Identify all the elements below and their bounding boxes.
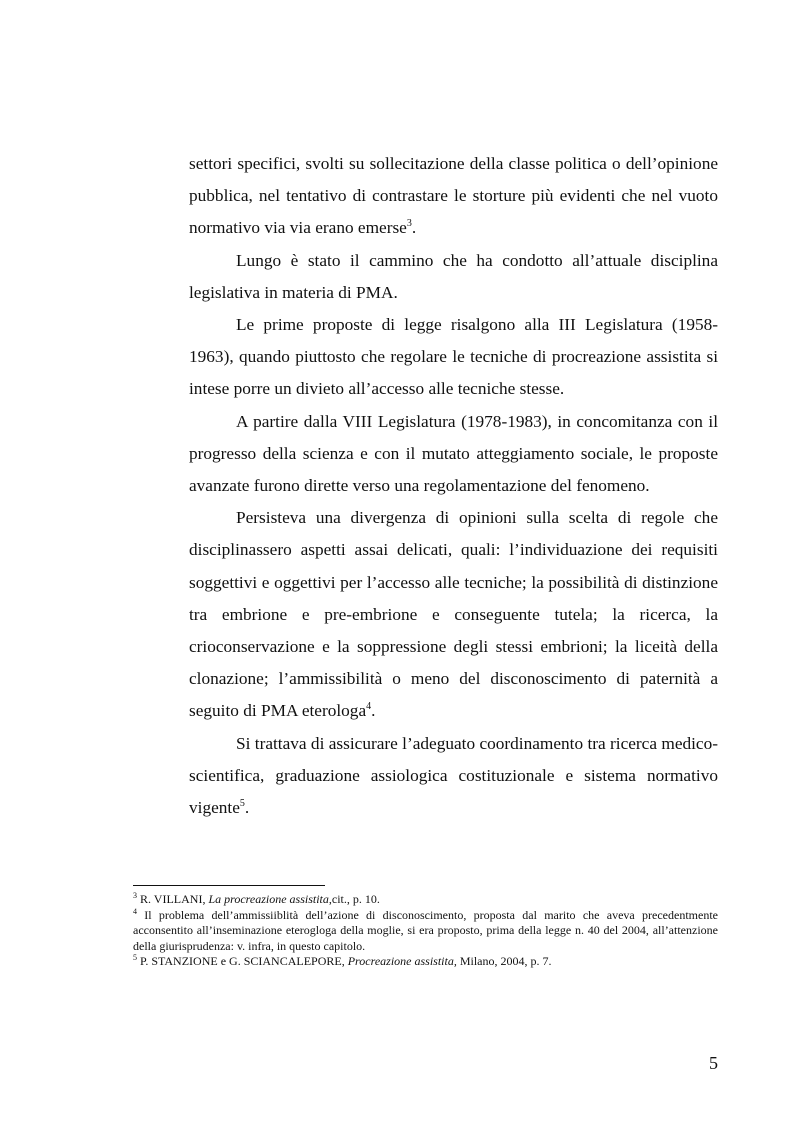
paragraph-end: . [244,798,250,818]
paragraph-end: . [371,701,376,721]
paragraph-text: Persisteva una divergenza di opinioni sulla scelta di regole che disciplinassero aspetti assai delicati, quali: l’individuazione dei requisiti soggettivi e oggettivi per l’accesso alle tecniche; la possibilità di distinzione tra embrione e pre-embrione e conseguente tutela; la ricerca, la crioconservazione e la soppressione degli stessi embrioni; la liceità della clonazione; l’ammissibilità o meno del disconoscimento di paternità a seguito di PMA eterologa [189,508,718,721]
paragraph-text: Le prime proposte di legge risalgono alla III Legislatura (1958-1963), quando piuttosto che regolare le tecniche di procreazione assistita si intese porre un divieto all’accesso alle tecniche stesse. [189,315,718,399]
footnote-ref[interactable]: 3 [406,218,412,230]
paragraph [189,245,718,309]
footnote [133,954,718,970]
paragraph-text: Si trattava di assicurare l’adeguato coordinamento tra ricerca medico-scientifica, graduazione assiologica costituzionale e sistema normativo vigente [189,733,718,818]
footnote-number: 3 [133,891,137,900]
paragraph [189,728,718,825]
main-text [189,148,718,824]
paragraph-text: Lungo è stato il cammino che ha condotto all’attuale disciplina legislativa in materia di PMA. [189,250,718,302]
paragraph-end: . [411,218,417,238]
paragraph [189,309,718,406]
paragraph [189,502,718,727]
footnote-separator [133,885,325,886]
footnote [133,892,718,908]
footnote-text: Il problema dell’ammissiiblità dell’azione di disconoscimento, proposta dal marito che aveva precedentmente acconsentito all’inseminazione eterogloga della moglie, si era proposto, prima della legge n. 40 del 2004, all’attenzione della giurisprudenza: v. infra, in questo capitolo. [133,907,718,953]
footnotes [133,892,718,970]
footnote-number: 4 [133,906,137,916]
paragraph [189,148,718,245]
paragraph-text: A partire dalla VIII Legislatura (1978-1983), in concomitanza con il progresso della scienza e con il mutato atteggiamento sociale, le proposte avanzate furono dirette verso una regolamentazione del fenomeno. [189,411,718,496]
footnote-text: ,cit., p. 10. [328,892,380,906]
footnote-ref[interactable]: 4 [366,701,372,713]
footnote-number: 5 [133,953,137,962]
paragraph [189,406,718,503]
footnote-text: P. STANZIONE e G. SCIANCALEPORE, [137,954,348,968]
footnote-title: Procreazione assistita, [347,954,457,968]
footnote-text: R. VILLANI, [137,892,209,906]
paragraph-text: settori specifici, svolti su sollecitazione della classe politica o dell’opinione pubblica, nel tentativo di contrastare le storture più evidenti che nel vuoto normativo via via erano emerse [189,154,718,238]
footnote-title: La procreazione assistita [208,892,329,906]
footnote-ref[interactable]: 5 [239,798,245,810]
footnote [133,908,718,955]
page-number: 5 [709,1053,718,1073]
footnote-text: Milano, 2004, p. 7. [456,954,552,968]
